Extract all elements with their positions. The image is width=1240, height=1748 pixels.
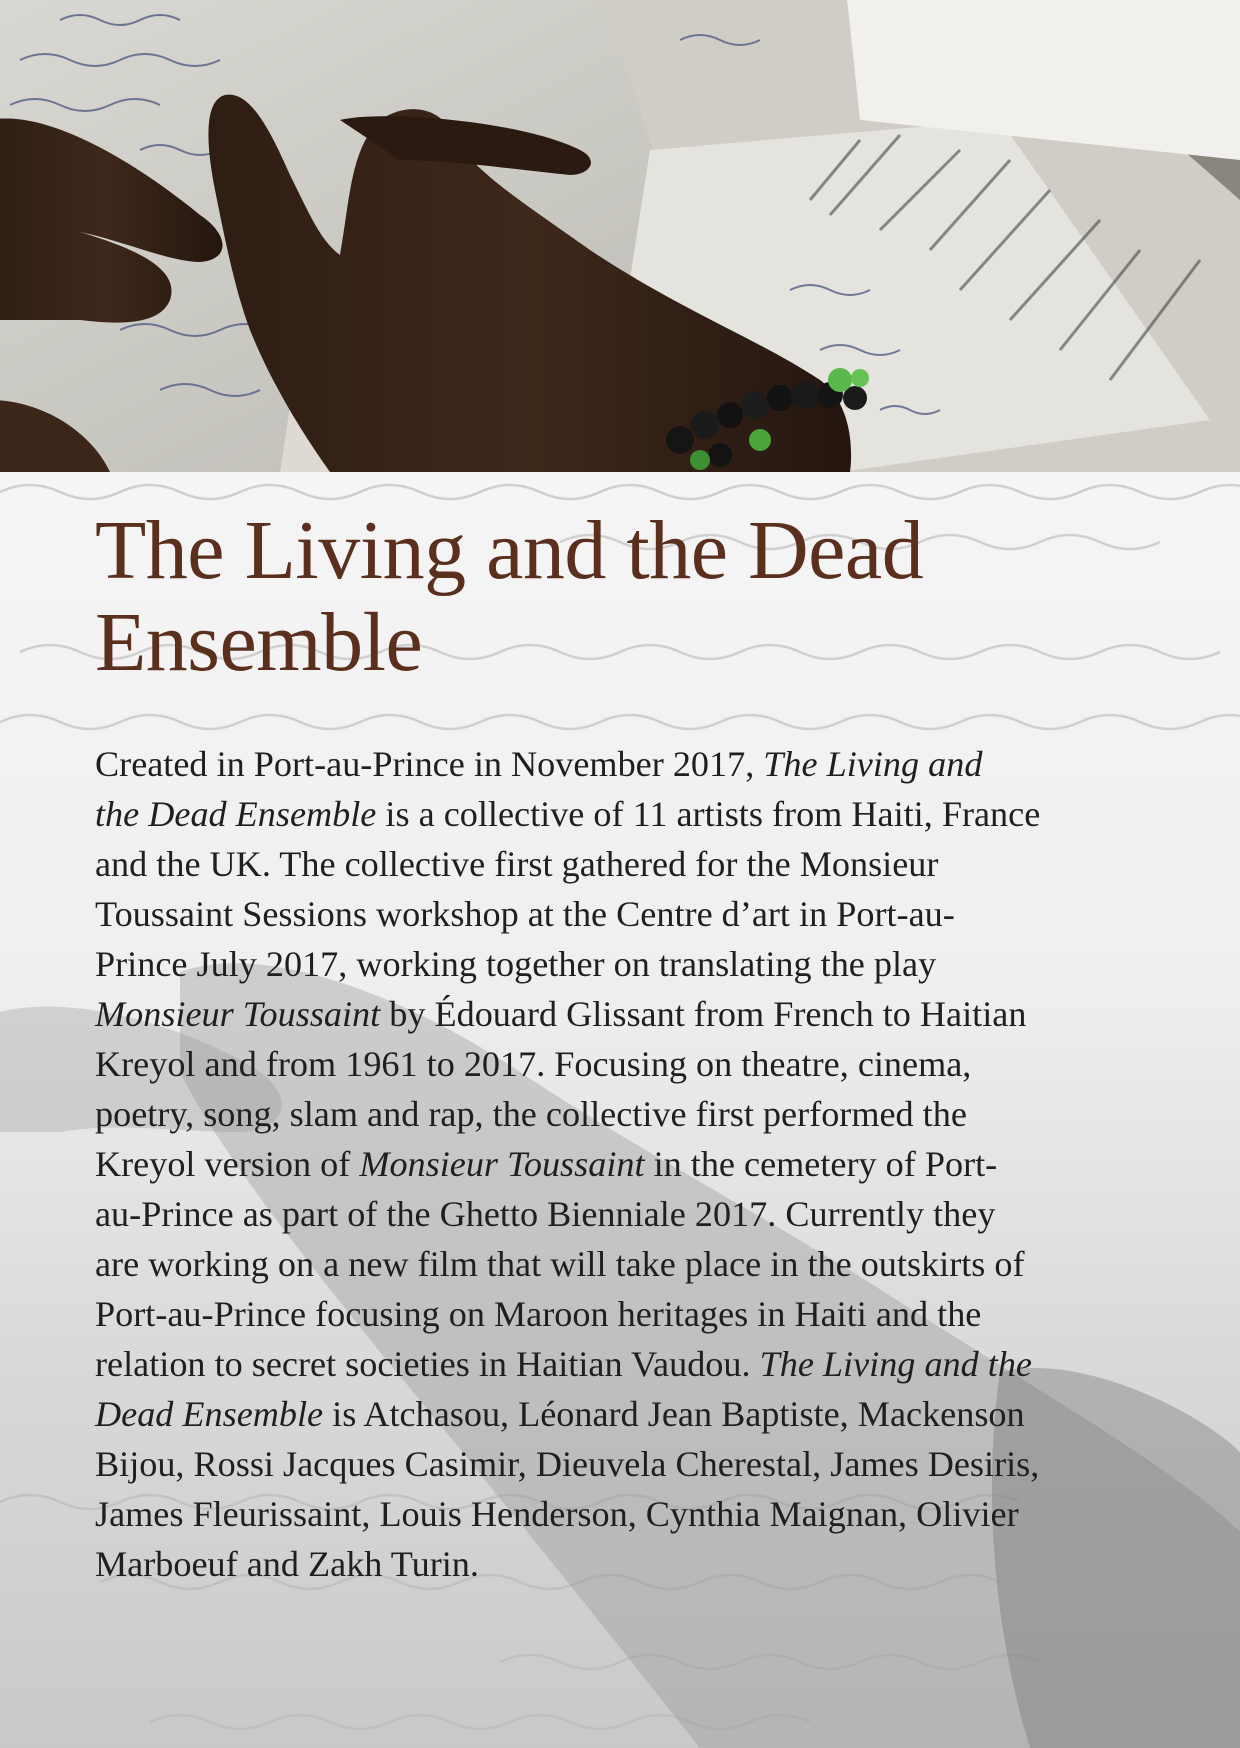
text-run: in the cemetery of Port- xyxy=(644,1144,998,1184)
text-run: Port-au-Prince focusing on Maroon heritages in Haiti and the xyxy=(95,1294,982,1334)
italic-title-text: Dead Ensemble xyxy=(95,1394,324,1434)
text-run: Kreyol version of xyxy=(95,1144,360,1184)
article xyxy=(95,505,1155,1589)
text-run: are working on a new film that will take place in the outskirts of xyxy=(95,1244,1025,1284)
text-run: Prince July 2017, working together on translating the play xyxy=(95,944,937,984)
italic-title-text: Monsieur Toussaint xyxy=(95,994,381,1034)
text-run: and the UK. The collective first gathered for the Monsieur xyxy=(95,844,939,884)
body-line xyxy=(95,1239,1155,1289)
body-line xyxy=(95,1089,1155,1139)
text-run: Bijou, Rossi Jacques Casimir, Dieuvela Cherestal, James Desiris, xyxy=(95,1444,1040,1484)
page-title xyxy=(95,505,1155,689)
italic-title-text: the Dead Ensemble xyxy=(95,794,377,834)
body-line xyxy=(95,989,1155,1039)
italic-title-text: Monsieur Toussaint xyxy=(359,1144,645,1184)
text-run: by Édouard Glissant from French to Haitian xyxy=(380,994,1027,1034)
hands-writing-illustration xyxy=(0,0,1240,472)
text-run: Kreyol and from 1961 to 2017. Focusing on theatre, cinema, xyxy=(95,1044,972,1084)
body-line xyxy=(95,1339,1155,1389)
header-photo xyxy=(0,0,1240,472)
italic-title-text: The Living and xyxy=(763,744,983,784)
text-run: is a collective of 11 artists from Haiti, France xyxy=(376,794,1041,834)
text-run: is Atchasou, Léonard Jean Baptiste, Mackenson xyxy=(323,1394,1025,1434)
body-line xyxy=(95,889,1155,939)
text-run: Created in Port-au-Prince in November 2017, xyxy=(95,744,764,784)
body-line xyxy=(95,1189,1155,1239)
title-line: The Living and the Dead xyxy=(95,504,924,597)
body-line xyxy=(95,789,1155,839)
body-line xyxy=(95,939,1155,989)
body-line xyxy=(95,739,1155,789)
body-line xyxy=(95,1389,1155,1439)
text-run: James Fleurissaint, Louis Henderson, Cynthia Maignan, Olivier xyxy=(95,1494,1019,1534)
body-text xyxy=(95,739,1155,1589)
body-line xyxy=(95,1489,1155,1539)
text-run: poetry, song, slam and rap, the collective first performed the xyxy=(95,1094,967,1134)
body-line xyxy=(95,1139,1155,1189)
title-line: Ensemble xyxy=(95,596,423,689)
italic-title-text: The Living and the xyxy=(759,1344,1032,1384)
text-run: au-Prince as part of the Ghetto Bienniale 2017. Currently they xyxy=(95,1194,996,1234)
body-line xyxy=(95,1039,1155,1089)
text-run: Toussaint Sessions workshop at the Centre d’art in Port-au- xyxy=(95,894,955,934)
body-line xyxy=(95,839,1155,889)
text-run: Marboeuf and Zakh Turin. xyxy=(95,1544,479,1584)
text-run: relation to secret societies in Haitian Vaudou. xyxy=(95,1344,760,1384)
body-line xyxy=(95,1439,1155,1489)
body-line xyxy=(95,1539,1155,1589)
body-line xyxy=(95,1289,1155,1339)
